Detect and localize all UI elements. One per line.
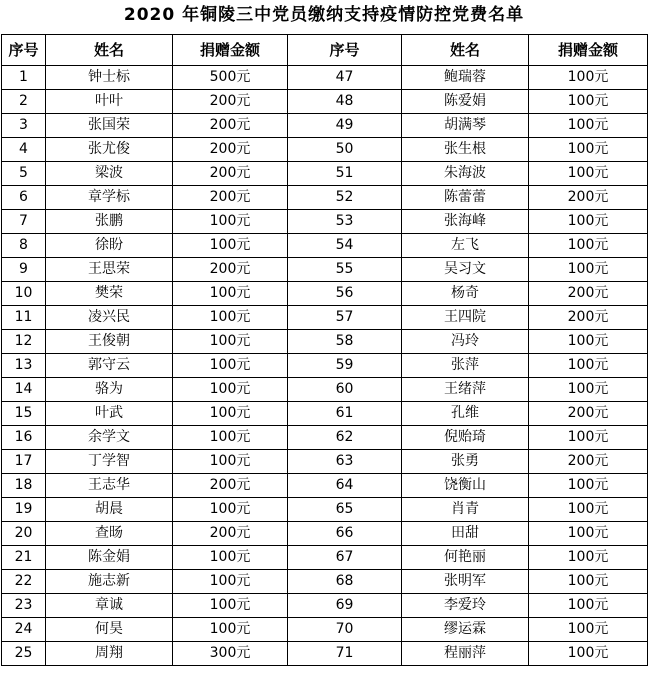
cell-name-right: 张海峰: [402, 210, 529, 234]
cell-amount-left: 100元: [173, 402, 288, 426]
cell-index-left: 4: [2, 138, 46, 162]
cell-name-left: 陈金娟: [46, 546, 173, 570]
table-row: [2, 426, 648, 450]
cell-index-left: 22: [2, 570, 46, 594]
cell-index-right: 69: [288, 594, 402, 618]
cell-index-left: 24: [2, 618, 46, 642]
cell-amount-left: 200元: [173, 162, 288, 186]
cell-index-left: 8: [2, 234, 46, 258]
table-row: [2, 642, 648, 666]
cell-name-left: 周翔: [46, 642, 173, 666]
cell-index-right: 50: [288, 138, 402, 162]
cell-amount-right: 100元: [529, 642, 648, 666]
cell-index-right: 49: [288, 114, 402, 138]
cell-amount-left: 100元: [173, 594, 288, 618]
cell-index-right: 52: [288, 186, 402, 210]
cell-index-right: 58: [288, 330, 402, 354]
header-index-right: 序号: [288, 35, 402, 66]
cell-index-left: 7: [2, 210, 46, 234]
header-index-left: 序号: [2, 35, 46, 66]
table-row: [2, 474, 648, 498]
table-row: [2, 66, 648, 90]
table-row: [2, 258, 648, 282]
table-row: [2, 306, 648, 330]
cell-amount-right: 100元: [529, 618, 648, 642]
cell-name-left: 徐盼: [46, 234, 173, 258]
cell-name-right: 田甜: [402, 522, 529, 546]
cell-index-right: 62: [288, 426, 402, 450]
cell-index-left: 15: [2, 402, 46, 426]
cell-name-left: 叶叶: [46, 90, 173, 114]
cell-amount-left: 100元: [173, 426, 288, 450]
table-row: [2, 498, 648, 522]
page-title: 2020 年铜陵三中党员缴纳支持疫情防控党费名单: [123, 5, 525, 25]
cell-amount-left: 100元: [173, 618, 288, 642]
table-row: [2, 618, 648, 642]
cell-amount-right: 100元: [529, 138, 648, 162]
cell-index-right: 48: [288, 90, 402, 114]
cell-name-left: 王志华: [46, 474, 173, 498]
cell-amount-right: 100元: [529, 162, 648, 186]
table-row: [2, 402, 648, 426]
cell-index-right: 47: [288, 66, 402, 90]
cell-name-right: 张勇: [402, 450, 529, 474]
cell-amount-right: 100元: [529, 234, 648, 258]
cell-name-left: 查旸: [46, 522, 173, 546]
cell-amount-left: 200元: [173, 114, 288, 138]
cell-name-right: 缪运霖: [402, 618, 529, 642]
cell-amount-left: 100元: [173, 354, 288, 378]
cell-amount-right: 200元: [529, 306, 648, 330]
cell-index-left: 12: [2, 330, 46, 354]
cell-name-right: 肖青: [402, 498, 529, 522]
cell-amount-right: 100元: [529, 114, 648, 138]
cell-index-left: 1: [2, 66, 46, 90]
table-row: [2, 522, 648, 546]
table-row: [2, 90, 648, 114]
cell-amount-left: 100元: [173, 546, 288, 570]
table-row: [2, 594, 648, 618]
cell-name-right: 倪贻琦: [402, 426, 529, 450]
cell-amount-right: 100元: [529, 330, 648, 354]
cell-index-left: 6: [2, 186, 46, 210]
cell-index-left: 17: [2, 450, 46, 474]
cell-amount-right: 200元: [529, 186, 648, 210]
cell-index-right: 61: [288, 402, 402, 426]
cell-name-right: 饶衡山: [402, 474, 529, 498]
cell-amount-right: 200元: [529, 402, 648, 426]
cell-name-left: 骆为: [46, 378, 173, 402]
cell-name-right: 鲍瑞蓉: [402, 66, 529, 90]
cell-amount-left: 100元: [173, 234, 288, 258]
cell-index-left: 21: [2, 546, 46, 570]
cell-amount-right: 100元: [529, 570, 648, 594]
cell-index-left: 19: [2, 498, 46, 522]
cell-name-left: 张尤俊: [46, 138, 173, 162]
cell-name-left: 丁学智: [46, 450, 173, 474]
cell-name-left: 王思荣: [46, 258, 173, 282]
cell-name-right: 程丽萍: [402, 642, 529, 666]
cell-amount-left: 100元: [173, 330, 288, 354]
cell-name-right: 吴习文: [402, 258, 529, 282]
cell-amount-right: 100元: [529, 522, 648, 546]
table-row: [2, 162, 648, 186]
cell-index-right: 53: [288, 210, 402, 234]
cell-amount-left: 100元: [173, 450, 288, 474]
cell-index-left: 16: [2, 426, 46, 450]
cell-amount-left: 200元: [173, 186, 288, 210]
cell-name-right: 左飞: [402, 234, 529, 258]
cell-index-right: 60: [288, 378, 402, 402]
cell-name-left: 章诚: [46, 594, 173, 618]
cell-index-right: 54: [288, 234, 402, 258]
cell-amount-left: 100元: [173, 378, 288, 402]
cell-name-right: 王绪萍: [402, 378, 529, 402]
header-amount-right: 捐赠金额: [529, 35, 648, 66]
table-row: [2, 354, 648, 378]
cell-amount-left: 200元: [173, 90, 288, 114]
cell-amount-right: 100元: [529, 210, 648, 234]
header-amount-left: 捐赠金额: [173, 35, 288, 66]
cell-index-left: 20: [2, 522, 46, 546]
cell-index-right: 55: [288, 258, 402, 282]
cell-amount-left: 200元: [173, 258, 288, 282]
cell-name-left: 樊荣: [46, 282, 173, 306]
cell-amount-right: 100元: [529, 546, 648, 570]
table-row: [2, 378, 648, 402]
cell-name-right: 张生根: [402, 138, 529, 162]
cell-name-left: 凌兴民: [46, 306, 173, 330]
cell-amount-right: 100元: [529, 594, 648, 618]
cell-name-left: 张国荣: [46, 114, 173, 138]
table-row: [2, 234, 648, 258]
table-row: [2, 450, 648, 474]
table-row: [2, 210, 648, 234]
cell-name-right: 冯玲: [402, 330, 529, 354]
cell-amount-right: 200元: [529, 282, 648, 306]
table-header-row: [2, 35, 648, 66]
cell-name-left: 胡晨: [46, 498, 173, 522]
header-name-left: 姓名: [46, 35, 173, 66]
cell-name-right: 陈蕾蕾: [402, 186, 529, 210]
cell-name-left: 叶武: [46, 402, 173, 426]
cell-name-left: 施志新: [46, 570, 173, 594]
cell-index-left: 11: [2, 306, 46, 330]
cell-name-right: 孔维: [402, 402, 529, 426]
cell-amount-left: 100元: [173, 570, 288, 594]
cell-amount-right: 100元: [529, 258, 648, 282]
cell-amount-left: 100元: [173, 282, 288, 306]
cell-name-left: 章学标: [46, 186, 173, 210]
cell-index-right: 66: [288, 522, 402, 546]
cell-index-right: 71: [288, 642, 402, 666]
cell-index-right: 65: [288, 498, 402, 522]
cell-amount-right: 100元: [529, 474, 648, 498]
cell-name-left: 余学文: [46, 426, 173, 450]
cell-index-left: 14: [2, 378, 46, 402]
cell-amount-left: 200元: [173, 522, 288, 546]
cell-index-right: 51: [288, 162, 402, 186]
cell-amount-left: 100元: [173, 498, 288, 522]
cell-name-right: 李爱玲: [402, 594, 529, 618]
cell-index-right: 57: [288, 306, 402, 330]
cell-amount-right: 100元: [529, 378, 648, 402]
cell-index-left: 2: [2, 90, 46, 114]
cell-index-left: 18: [2, 474, 46, 498]
cell-index-left: 3: [2, 114, 46, 138]
cell-amount-right: 100元: [529, 426, 648, 450]
cell-amount-right: 200元: [529, 450, 648, 474]
cell-name-right: 陈爱娟: [402, 90, 529, 114]
cell-index-right: 64: [288, 474, 402, 498]
cell-index-left: 13: [2, 354, 46, 378]
cell-name-right: 张明军: [402, 570, 529, 594]
header-name-right: 姓名: [402, 35, 529, 66]
cell-index-right: 70: [288, 618, 402, 642]
cell-index-left: 9: [2, 258, 46, 282]
cell-name-left: 张鹏: [46, 210, 173, 234]
cell-name-right: 王四院: [402, 306, 529, 330]
cell-name-left: 郭守云: [46, 354, 173, 378]
cell-index-right: 63: [288, 450, 402, 474]
table-row: [2, 570, 648, 594]
cell-name-right: 杨奇: [402, 282, 529, 306]
cell-name-left: 梁波: [46, 162, 173, 186]
cell-index-right: 59: [288, 354, 402, 378]
cell-amount-right: 100元: [529, 90, 648, 114]
cell-index-left: 23: [2, 594, 46, 618]
cell-name-left: 钟士标: [46, 66, 173, 90]
cell-amount-left: 500元: [173, 66, 288, 90]
cell-index-right: 68: [288, 570, 402, 594]
cell-amount-left: 100元: [173, 306, 288, 330]
cell-name-right: 胡满琴: [402, 114, 529, 138]
table-row: [2, 546, 648, 570]
cell-name-right: 朱海波: [402, 162, 529, 186]
cell-index-left: 5: [2, 162, 46, 186]
cell-index-left: 10: [2, 282, 46, 306]
cell-amount-left: 200元: [173, 138, 288, 162]
cell-name-left: 何昊: [46, 618, 173, 642]
cell-amount-right: 100元: [529, 354, 648, 378]
cell-amount-right: 100元: [529, 66, 648, 90]
donation-table: [1, 34, 648, 666]
cell-index-left: 25: [2, 642, 46, 666]
cell-name-left: 王俊朝: [46, 330, 173, 354]
table-row: [2, 138, 648, 162]
cell-amount-left: 300元: [173, 642, 288, 666]
cell-name-right: 张萍: [402, 354, 529, 378]
cell-name-right: 何艳丽: [402, 546, 529, 570]
table-row: [2, 114, 648, 138]
cell-index-right: 56: [288, 282, 402, 306]
table-row: [2, 330, 648, 354]
table-row: [2, 186, 648, 210]
cell-index-right: 67: [288, 546, 402, 570]
cell-amount-left: 200元: [173, 474, 288, 498]
table-row: [2, 282, 648, 306]
cell-amount-right: 100元: [529, 498, 648, 522]
cell-amount-left: 100元: [173, 210, 288, 234]
table-body: [2, 66, 648, 666]
